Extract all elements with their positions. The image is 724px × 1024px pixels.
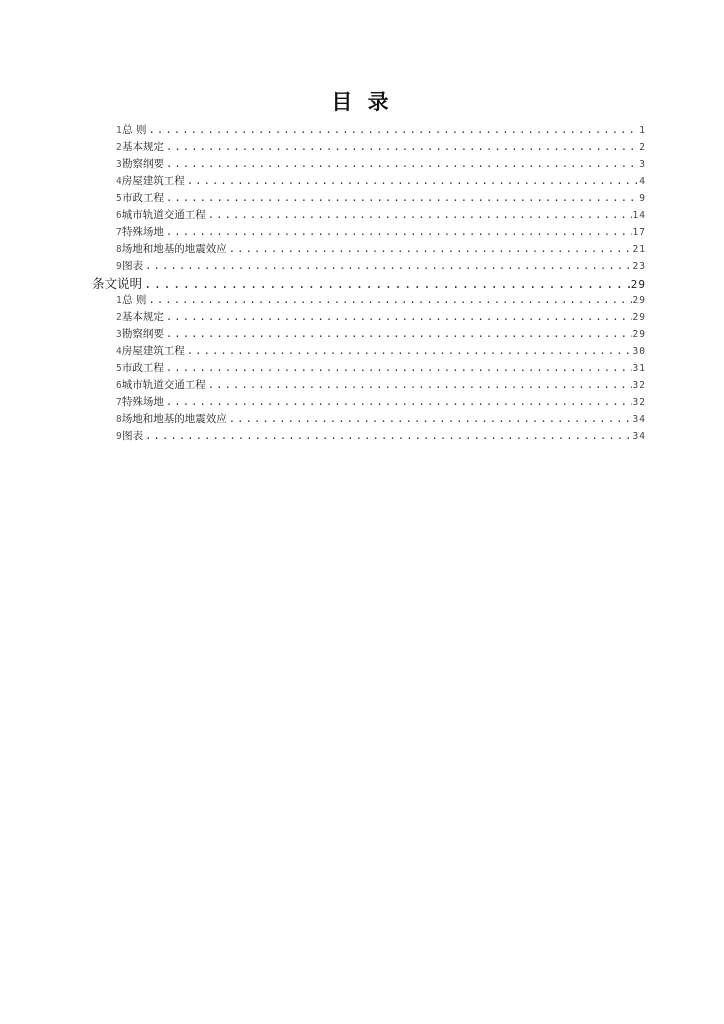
toc-entry-number: 7 xyxy=(116,397,122,408)
toc-dot-leader xyxy=(166,224,632,241)
toc-entry-number: 1 xyxy=(116,125,122,136)
toc-entry-page: 31 xyxy=(632,363,646,374)
toc-entry-number: 1 xyxy=(116,295,122,306)
toc-dot-leader xyxy=(166,156,638,173)
toc-entry-number: 9 xyxy=(116,261,122,272)
toc-dot-leader xyxy=(149,122,639,139)
toc-entry-title: 城市轨道交通工程 xyxy=(121,379,206,391)
toc-entry-title: 总 则 xyxy=(122,294,147,306)
toc-entry-page: 4 xyxy=(639,176,646,187)
toc-entry[interactable] xyxy=(92,377,646,394)
toc-dot-leader xyxy=(229,411,632,428)
toc-entry[interactable] xyxy=(92,394,646,411)
toc-entry[interactable] xyxy=(92,309,646,326)
toc-entry-page: 34 xyxy=(632,431,646,442)
toc-entry[interactable] xyxy=(92,139,646,156)
toc-entry-page: 17 xyxy=(632,227,646,238)
toc-entry-page: 23 xyxy=(632,261,646,272)
toc-entry-page: 3 xyxy=(639,159,646,170)
toc-entry[interactable] xyxy=(92,326,646,343)
toc-entry-page: 1 xyxy=(639,125,646,136)
toc-dot-leader xyxy=(166,326,632,343)
toc-entry-title: 城市轨道交通工程 xyxy=(121,209,206,221)
toc-dot-leader xyxy=(166,309,632,326)
toc-dot-leader xyxy=(166,190,638,207)
toc-entry-number: 4 xyxy=(116,346,122,357)
toc-entry-number: 6 xyxy=(116,380,122,391)
toc-entry[interactable] xyxy=(92,173,646,190)
toc-entry-number: 6 xyxy=(116,210,122,221)
toc-dot-leader xyxy=(145,428,631,445)
toc-dot-leader xyxy=(187,173,639,190)
toc-entry-title: 市政工程 xyxy=(121,192,164,204)
toc-entry-number: 4 xyxy=(116,176,122,187)
toc-entry-page: 14 xyxy=(632,210,646,221)
toc-entry-title: 图表 xyxy=(122,260,144,272)
page-title: 目 录 xyxy=(331,90,393,114)
toc-entry-page: 29 xyxy=(632,312,646,323)
toc-entry[interactable] xyxy=(92,156,646,173)
toc-entry-title: 图表 xyxy=(122,430,144,442)
toc-entry-number: 2 xyxy=(116,312,122,323)
toc-entry-title: 特殊场地 xyxy=(121,396,164,408)
toc-entry-title: 条文说明 xyxy=(92,276,143,291)
toc-entry-number: 9 xyxy=(116,431,122,442)
toc-dot-leader xyxy=(187,343,632,360)
toc-entry-number: 5 xyxy=(116,193,122,204)
toc-entry-title: 基本规定 xyxy=(121,311,164,323)
toc-entry[interactable] xyxy=(92,428,646,445)
toc-entry-page: 34 xyxy=(632,414,646,425)
toc-entry-title: 房屋建筑工程 xyxy=(121,175,185,187)
toc-dot-leader xyxy=(166,139,638,156)
toc-entry-page: 30 xyxy=(632,346,646,357)
toc-entry-page: 32 xyxy=(632,380,646,391)
toc-entry-page: 9 xyxy=(639,193,646,204)
toc-dot-leader xyxy=(148,292,631,309)
toc-entry[interactable] xyxy=(92,343,646,360)
toc-entry[interactable] xyxy=(92,241,646,258)
toc-entry-page: 21 xyxy=(632,244,646,255)
toc-entry-page: 29 xyxy=(630,278,646,291)
toc-entry-number: 5 xyxy=(116,363,122,374)
toc-entry-title: 基本规定 xyxy=(121,141,164,153)
toc-entry-number: 2 xyxy=(116,142,122,153)
toc-entry-page: 29 xyxy=(632,329,646,340)
toc-entry-title: 场地和地基的地震效应 xyxy=(121,413,227,425)
toc-entry[interactable] xyxy=(92,258,646,275)
toc-section-main-provisions xyxy=(92,122,646,275)
toc-entry-page: 29 xyxy=(632,295,646,306)
toc-entry-title: 总 则 xyxy=(122,124,147,136)
toc-entry-page: 2 xyxy=(639,142,646,153)
toc-entry-title: 特殊场地 xyxy=(121,226,164,238)
toc-entry[interactable] xyxy=(92,411,646,428)
toc-entry-number: 8 xyxy=(116,414,122,425)
toc-dot-leader xyxy=(166,394,632,411)
toc-entry[interactable] xyxy=(92,360,646,377)
toc-entry-title: 场地和地基的地震效应 xyxy=(121,243,227,255)
toc-entry[interactable] xyxy=(92,292,646,309)
toc-dot-leader xyxy=(208,377,632,394)
toc-dot-leader xyxy=(166,360,632,377)
toc-entry-number: 3 xyxy=(116,329,122,340)
toc-entry[interactable] xyxy=(92,224,646,241)
toc-section-explanation xyxy=(92,292,646,445)
toc-entry-number: 8 xyxy=(116,244,122,255)
toc-dot-leader xyxy=(145,258,631,275)
toc-dot-leader xyxy=(144,275,630,292)
toc-entry-title: 市政工程 xyxy=(121,362,164,374)
toc-entry[interactable] xyxy=(92,207,646,224)
toc-dot-leader xyxy=(208,207,632,224)
toc-entry[interactable] xyxy=(92,190,646,207)
toc-dot-leader xyxy=(229,241,632,258)
toc-entry-number: 7 xyxy=(116,227,122,238)
toc-main-entry-explanation[interactable] xyxy=(92,275,646,292)
toc-entry-page: 32 xyxy=(632,397,646,408)
toc-entry-title: 房屋建筑工程 xyxy=(121,345,185,357)
toc-entry[interactable] xyxy=(92,122,646,139)
toc-entry-number: 3 xyxy=(116,159,122,170)
toc-entry-title: 勘察纲要 xyxy=(121,158,164,170)
toc-entry-title: 勘察纲要 xyxy=(121,328,164,340)
table-of-contents xyxy=(92,122,646,445)
